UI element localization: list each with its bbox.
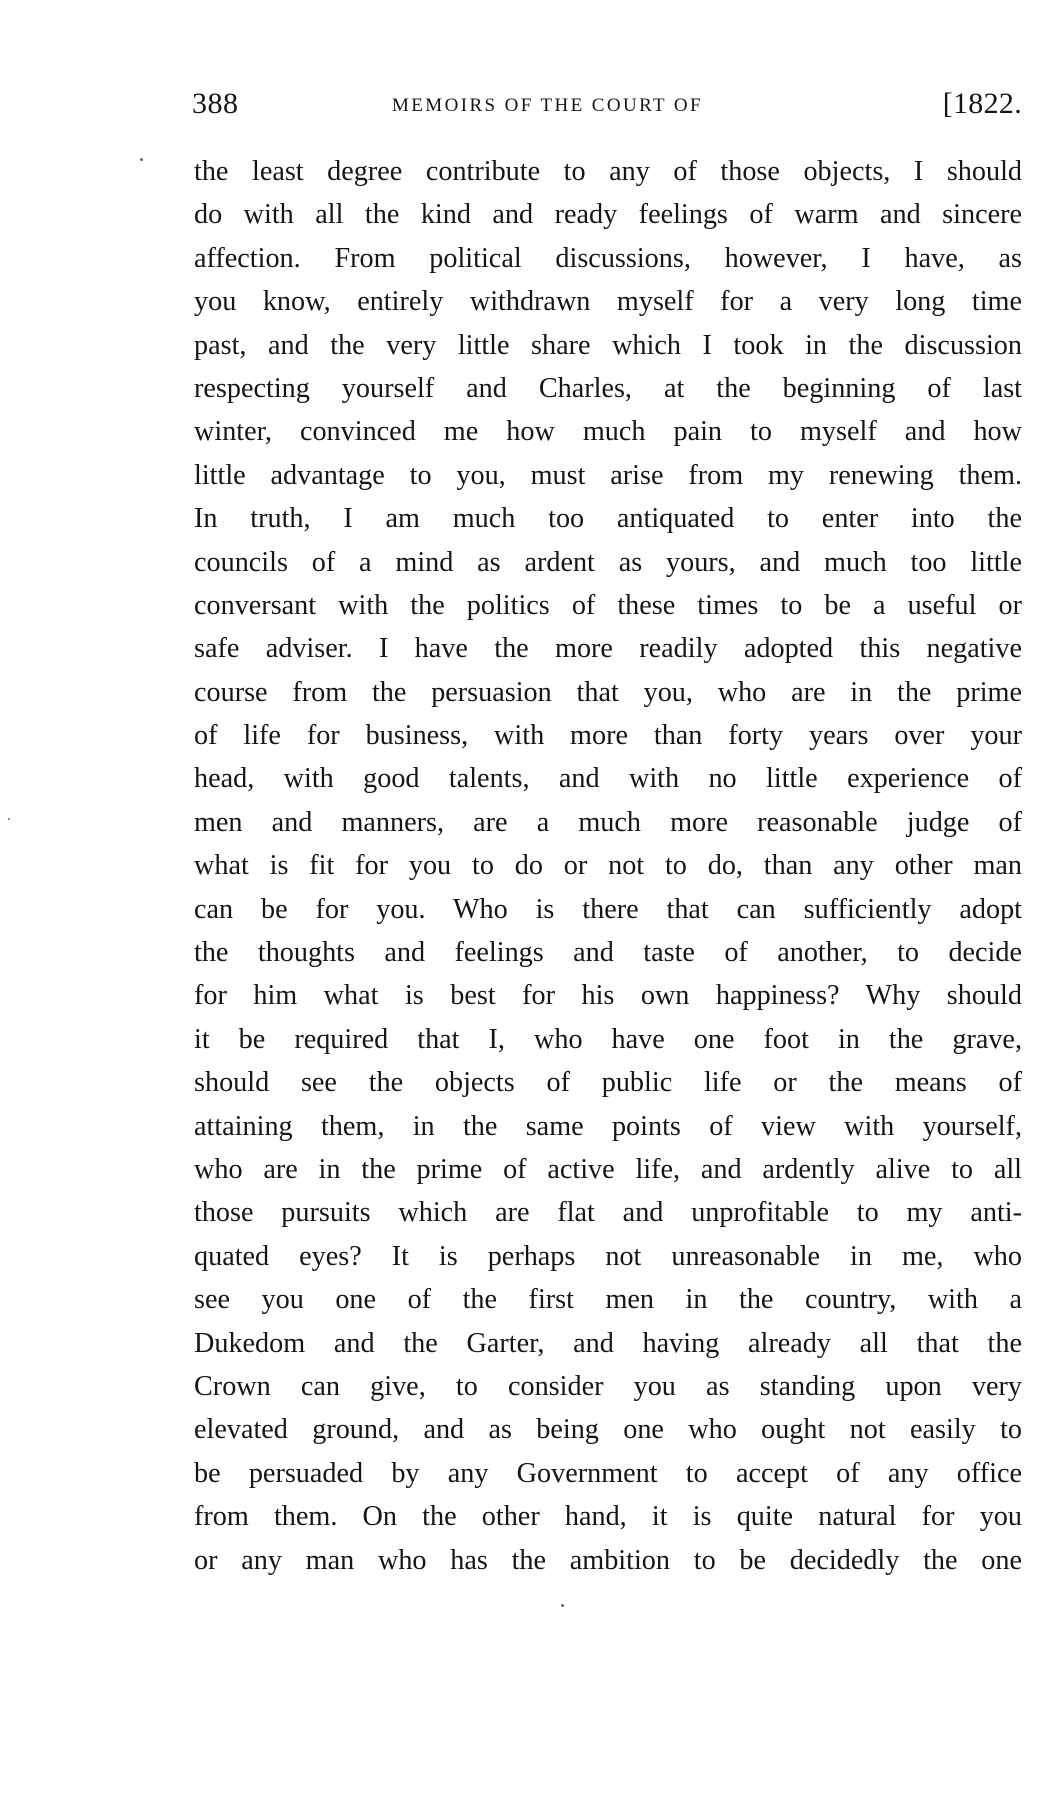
text-line: attaining them, in the same points of view with yourself, (194, 1110, 1022, 1142)
text-line: quated eyes? It is perhaps not unreasonable in me, who (194, 1240, 1022, 1272)
text-line: head, with good talents, and with no little experience of (194, 763, 1022, 795)
body-text (194, 150, 1022, 1582)
text-line: see you one of the first men in the country, with a (194, 1284, 1022, 1316)
text-line: winter, convinced me how much pain to myself and how (194, 416, 1022, 448)
text-line: affection. From political discussions, however, I have, as (194, 242, 1022, 274)
text-line: can be for you. Who is there that can sufficiently adopt (194, 893, 1022, 925)
text-line: from them. On the other hand, it is quite natural for you (194, 1501, 1022, 1533)
text-line: respecting yourself and Charles, at the beginning of last (194, 372, 1022, 404)
text-line: men and manners, are a much more reasonable judge of (194, 806, 1022, 838)
text-line: Dukedom and the Garter, and having already all that the (194, 1327, 1022, 1359)
text-line: for him what is best for his own happiness? Why should (194, 980, 1022, 1012)
text-line: it be required that I, who have one foot in the grave, (194, 1023, 1022, 1055)
text-line: should see the objects of public life or the means of (194, 1067, 1022, 1099)
text-line: Crown can give, to consider you as standing upon very (194, 1370, 1022, 1402)
text-line: who are in the prime of active life, and ardently alive to all (194, 1153, 1022, 1185)
page-header (192, 86, 1022, 136)
text-line: In truth, I am much too antiquated to enter into the (194, 503, 1022, 535)
text-line: those pursuits which are flat and unprofitable to my anti- (194, 1197, 1022, 1229)
text-line: the least degree contribute to any of those objects, I should (194, 156, 1022, 187)
text-line: conversant with the politics of these times to be a useful or (194, 589, 1022, 621)
text-line: councils of a mind as ardent as yours, and much too little (194, 546, 1022, 578)
text-line: safe adviser. I have the more readily adopted this negative (194, 633, 1022, 665)
text-line: course from the persuasion that you, who are in the prime (194, 676, 1022, 708)
margin-speck (8, 818, 10, 820)
text-line: you know, entirely withdrawn myself for a very long time (194, 286, 1022, 318)
running-title: MEMOIRS OF THE COURT OF (392, 95, 703, 116)
page-number: 388 (192, 87, 239, 120)
text-line: little advantage to you, must arise from my renewing them. (194, 459, 1022, 491)
margin-speck (140, 158, 143, 161)
text-line: be persuaded by any Government to accept of any office (194, 1457, 1022, 1489)
text-line: elevated ground, and as being one who ought not easily to (194, 1414, 1022, 1446)
text-line: of life for business, with more than forty years over your (194, 720, 1022, 752)
text-line: the thoughts and feelings and taste of another, to decide (194, 937, 1022, 969)
text-line: what is fit for you to do or not to do, than any other man (194, 850, 1022, 882)
margin-speck (561, 1604, 564, 1607)
header-year: [1822. (942, 87, 1022, 120)
text-line: or any man who has the ambition to be decidedly the one (194, 1544, 1022, 1576)
text-line: past, and the very little share which I took in the discussion (194, 329, 1022, 361)
text-line: do with all the kind and ready feelings of warm and sincere (194, 199, 1022, 231)
